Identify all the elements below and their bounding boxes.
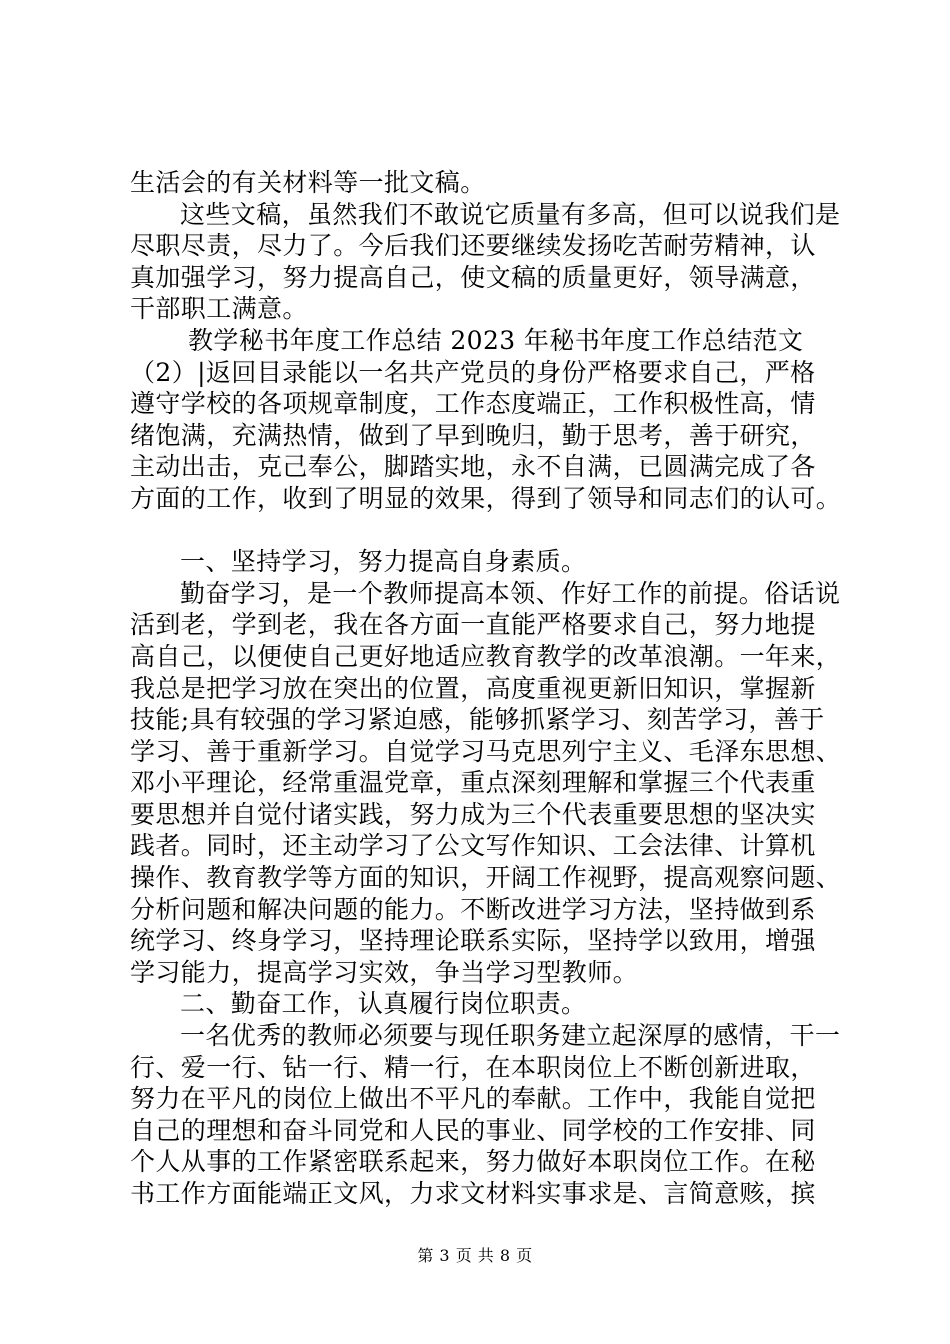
document-body <box>130 167 842 1210</box>
text-line: 干部职工满意。 <box>130 294 308 324</box>
text-line: 邓小平理论，经常重温党章，重点深刻理解和掌握三个代表重 <box>130 768 816 798</box>
section-title-line: 教学秘书年度工作总结 2023 年秘书年度工作总结范文 <box>188 325 804 355</box>
text-line: 自己的理想和奋斗同党和人民的事业、同学校的工作安排、同 <box>130 1115 816 1145</box>
text-line: 行、爱一行、钻一行、精一行，在本职岗位上不断创新进取， <box>130 1052 816 1082</box>
text-line: 分析问题和解决问题的能力。不断改进学习方法，坚持做到系 <box>130 894 816 924</box>
page-number: 第 3 页 共 8 页 <box>417 1246 533 1265</box>
text-line: 学习、善于重新学习。自觉学习马克思列宁主义、毛泽东思想、 <box>130 736 842 766</box>
text-line: 践者。同时，还主动学习了公文写作知识、工会法律、计算机 <box>130 831 816 861</box>
text-line: 绪饱满，充满热情，做到了早到晚归，勤于思考，善于研究， <box>130 420 816 450</box>
text-line: 操作、教育教学等方面的知识，开阔工作视野，提高观察问题、 <box>130 863 842 893</box>
text-line: 一名优秀的教师必须要与现任职务建立起深厚的感情，干一 <box>180 1021 841 1051</box>
text-line: 我总是把学习放在突出的位置，高度重视更新旧知识，掌握新 <box>130 673 816 703</box>
text-line: 方面的工作，收到了明显的效果，得到了领导和同志们的认可。 <box>130 483 842 513</box>
heading-line: 一、坚持学习，努力提高自身素质。 <box>180 547 587 577</box>
text-line: 技能;具有较强的学习紧迫感，能够抓紧学习、刻苦学习，善于 <box>130 705 825 735</box>
text-line: 遵守学校的各项规章制度，工作态度端正，工作积极性高，情 <box>130 389 816 419</box>
text-line: 这些文稿，虽然我们不敢说它质量有多高，但可以说我们是 <box>180 199 841 229</box>
text-line: 要思想并自觉付诸实践，努力成为三个代表重要思想的坚决实 <box>130 799 816 829</box>
text-line: （2）|返回目录能以一名共产党员的身份严格要求自己，严格 <box>130 357 816 387</box>
text-line: 努力在平凡的岗位上做出不平凡的奉献。工作中，我能自觉把 <box>130 1084 816 1114</box>
text-line: 尽职尽责，尽力了。今后我们还要继续发扬吃苦耐劳精神，认 <box>130 231 816 261</box>
text-line: 生活会的有关材料等一批文稿。 <box>130 168 486 197</box>
text-line: 书工作方面能端正文风，力求文材料实事求是、言简意赅，摈 <box>130 1179 816 1208</box>
text-line: 个人从事的工作紧密联系起来，努力做好本职岗位工作。在秘 <box>130 1147 816 1177</box>
heading-line: 二、勤奋工作，认真履行岗位职责。 <box>180 989 587 1019</box>
text-line: 统学习、终身学习，坚持理论联系实际，坚持学以致用，增强 <box>130 926 816 956</box>
text-line: 真加强学习，努力提高自己，使文稿的质量更好，领导满意， <box>130 262 816 292</box>
text-line: 勤奋学习，是一个教师提高本领、作好工作的前提。俗话说 <box>180 578 841 608</box>
paragraph-gap <box>130 515 835 547</box>
text-line: 高自己，以便使自己更好地适应教育教学的改革浪潮。一年来， <box>130 641 842 671</box>
page-footer <box>0 1243 950 1266</box>
text-line: 主动出击，克己奉公，脚踏实地，永不自满，已圆满完成了各 <box>130 452 816 482</box>
text-line: 学习能力，提高学习实效，争当学习型教师。 <box>130 957 639 987</box>
text-line: 活到老，学到老，我在各方面一直能严格要求自己，努力地提 <box>130 610 816 640</box>
